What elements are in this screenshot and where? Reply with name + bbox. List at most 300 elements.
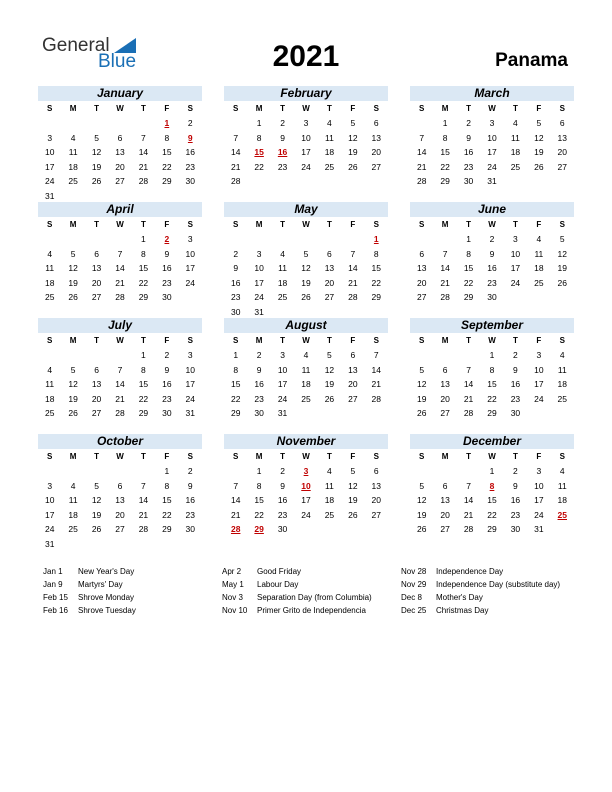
day-cell: 18 bbox=[68, 509, 78, 520]
weekday-label: W bbox=[302, 104, 310, 113]
month-title: March bbox=[410, 86, 574, 101]
day-cell: 7 bbox=[466, 364, 471, 375]
weekday-label: M bbox=[441, 336, 449, 345]
weekday-label: W bbox=[488, 336, 496, 345]
holiday-date: Nov 28 bbox=[401, 567, 427, 576]
day-cell: 27 bbox=[557, 161, 568, 172]
day-cell: 2 bbox=[280, 118, 285, 128]
day-cell: 18 bbox=[324, 147, 335, 158]
day-cell: 29 bbox=[162, 176, 172, 187]
month-november bbox=[224, 434, 388, 537]
holiday-entry bbox=[43, 578, 213, 591]
day-cell: 16 bbox=[510, 495, 521, 506]
weekday-label: T bbox=[512, 452, 518, 461]
holiday-entry bbox=[401, 604, 561, 617]
day-cell: 3 bbox=[187, 234, 193, 244]
weekday-label: S bbox=[373, 220, 379, 229]
day-cell: 6 bbox=[117, 132, 123, 143]
empty-day-cell bbox=[108, 232, 131, 247]
day-cell: 1 bbox=[141, 234, 146, 244]
day-cell: 25 bbox=[68, 176, 78, 187]
day-cell: 16 bbox=[277, 147, 288, 158]
day-cell: 6 bbox=[442, 364, 448, 375]
week-row bbox=[410, 131, 574, 146]
day-cell: 2 bbox=[233, 248, 239, 259]
day-cell: 24 bbox=[487, 161, 497, 172]
day-cell: 21 bbox=[463, 509, 474, 520]
empty-day-cell bbox=[271, 232, 294, 247]
month-title: August bbox=[224, 318, 388, 333]
weekday-label: S bbox=[233, 452, 239, 461]
day-cell: 11 bbox=[534, 248, 544, 259]
empty-day-cell bbox=[294, 232, 317, 247]
day-cell: 10 bbox=[44, 495, 55, 506]
weekday-label: T bbox=[466, 336, 471, 345]
holiday-date: Nov 3 bbox=[222, 593, 243, 602]
day-cell: 22 bbox=[230, 393, 241, 404]
day-cell: 22 bbox=[254, 509, 264, 520]
empty-day-cell bbox=[318, 522, 341, 537]
week-row bbox=[38, 131, 202, 146]
day-cell: 22 bbox=[487, 509, 497, 520]
weekday-label: M bbox=[255, 220, 263, 229]
holiday-name: Good Friday bbox=[257, 567, 302, 576]
week-row bbox=[224, 363, 388, 378]
week-row bbox=[224, 348, 388, 363]
empty-day-cell bbox=[61, 464, 84, 479]
weekday-label: T bbox=[326, 452, 332, 461]
day-cell: 12 bbox=[91, 495, 102, 506]
week-row bbox=[410, 522, 574, 537]
week-row bbox=[38, 377, 202, 392]
day-cell: 17 bbox=[44, 161, 55, 172]
day-cell: 30 bbox=[277, 524, 288, 535]
day-cell: 23 bbox=[230, 292, 241, 303]
day-cell: 26 bbox=[416, 408, 427, 419]
weekday-label: S bbox=[419, 104, 425, 113]
day-cell: 13 bbox=[91, 263, 102, 274]
day-cell: 31 bbox=[487, 176, 497, 187]
weekday-label: F bbox=[164, 104, 170, 113]
week-row bbox=[224, 493, 388, 508]
day-cell: 28 bbox=[440, 292, 450, 303]
day-cell: 20 bbox=[440, 393, 450, 404]
day-cell: 25 bbox=[324, 509, 335, 520]
day-cell: 13 bbox=[440, 379, 450, 390]
day-cell: 5 bbox=[70, 364, 76, 375]
day-cell: 29 bbox=[230, 408, 241, 419]
day-cell: 26 bbox=[534, 161, 544, 172]
day-cell: 26 bbox=[91, 524, 102, 535]
week-row bbox=[38, 392, 202, 407]
day-cell: 8 bbox=[466, 248, 471, 259]
day-cell: 30 bbox=[162, 292, 172, 303]
day-cell: 10 bbox=[510, 248, 521, 259]
empty-day-cell bbox=[365, 174, 388, 189]
week-row bbox=[224, 174, 388, 189]
day-cell: 5 bbox=[559, 234, 565, 244]
day-cell: 17 bbox=[487, 147, 497, 158]
day-cell: 30 bbox=[510, 524, 521, 535]
day-cell: 24 bbox=[534, 393, 544, 404]
day-cell: 8 bbox=[164, 132, 170, 143]
day-cell: 2 bbox=[164, 350, 170, 360]
month-title: September bbox=[410, 318, 574, 333]
empty-day-cell bbox=[341, 174, 364, 189]
day-cell: 6 bbox=[442, 480, 448, 491]
holiday-date: Dec 8 bbox=[401, 593, 422, 602]
day-cell: 11 bbox=[301, 364, 311, 375]
day-cell: 16 bbox=[162, 379, 172, 390]
day-cell: 6 bbox=[94, 248, 99, 259]
day-cell: 12 bbox=[68, 263, 78, 274]
month-title: July bbox=[38, 318, 202, 333]
day-cell: 20 bbox=[557, 147, 568, 158]
day-cell: 2 bbox=[466, 118, 471, 128]
weekday-label: W bbox=[302, 336, 310, 345]
day-cell: 4 bbox=[536, 234, 542, 244]
day-cell: 15 bbox=[162, 147, 172, 158]
day-cell: 12 bbox=[68, 379, 78, 390]
weekday-label: T bbox=[94, 104, 99, 113]
empty-day-cell bbox=[527, 406, 550, 421]
weekday-label: M bbox=[255, 336, 263, 345]
day-cell: 19 bbox=[557, 263, 568, 274]
day-cell: 11 bbox=[68, 495, 78, 506]
day-cell: 21 bbox=[348, 277, 358, 288]
weekday-label: M bbox=[441, 104, 449, 113]
holiday-name: Mother's Day bbox=[436, 593, 483, 602]
day-cell: 3 bbox=[513, 234, 518, 244]
day-cell: 31 bbox=[254, 306, 264, 317]
day-cell: 25 bbox=[301, 393, 311, 404]
empty-day-cell bbox=[224, 116, 247, 131]
day-cell: 15 bbox=[371, 263, 382, 274]
day-cell: 3 bbox=[303, 466, 309, 476]
week-row bbox=[38, 464, 202, 479]
day-cell: 20 bbox=[416, 277, 427, 288]
day-cell: 27 bbox=[440, 408, 450, 419]
day-cell: 20 bbox=[115, 161, 125, 172]
empty-day-cell bbox=[433, 348, 456, 363]
week-row bbox=[410, 377, 574, 392]
day-cell: 15 bbox=[440, 147, 450, 158]
day-cell: 19 bbox=[68, 393, 78, 404]
day-cell: 10 bbox=[301, 132, 311, 143]
weekday-label: M bbox=[69, 220, 77, 229]
empty-day-cell bbox=[38, 464, 61, 479]
weekday-header bbox=[410, 449, 574, 464]
empty-day-cell bbox=[61, 348, 84, 363]
day-cell: 20 bbox=[348, 379, 358, 390]
day-cell: 3 bbox=[256, 248, 262, 259]
weekday-label: F bbox=[350, 104, 356, 113]
day-cell: 7 bbox=[141, 132, 146, 143]
day-cell: 4 bbox=[70, 132, 76, 143]
weekday-label: F bbox=[350, 336, 356, 345]
week-row bbox=[38, 247, 202, 262]
holiday-date: May 1 bbox=[222, 580, 244, 589]
weekday-header bbox=[224, 333, 388, 348]
day-cell: 17 bbox=[510, 263, 521, 274]
day-cell: 21 bbox=[371, 379, 382, 390]
holiday-entry bbox=[43, 604, 213, 617]
country-name: Panama bbox=[495, 50, 568, 71]
weekday-label: S bbox=[47, 220, 53, 229]
day-cell: 13 bbox=[371, 480, 382, 491]
day-cell: 27 bbox=[91, 292, 102, 303]
week-row bbox=[38, 261, 202, 276]
day-cell: 2 bbox=[280, 466, 285, 476]
day-cell: 7 bbox=[117, 364, 123, 375]
day-cell: 4 bbox=[47, 364, 53, 375]
holiday-entry bbox=[401, 565, 561, 578]
day-cell: 29 bbox=[371, 292, 382, 303]
empty-day-cell bbox=[551, 406, 574, 421]
weekday-label: S bbox=[187, 336, 193, 345]
weekday-label: T bbox=[140, 104, 146, 113]
holiday-name: New Year's Day bbox=[78, 567, 135, 576]
weekday-label: S bbox=[187, 220, 193, 229]
week-row bbox=[410, 261, 574, 276]
holiday-entry bbox=[222, 604, 397, 617]
day-cell: 13 bbox=[324, 263, 335, 274]
day-cell: 6 bbox=[327, 248, 332, 259]
day-cell: 18 bbox=[277, 277, 288, 288]
week-row bbox=[38, 276, 202, 291]
month-august bbox=[224, 318, 388, 421]
day-cell: 14 bbox=[138, 147, 149, 158]
day-cell: 14 bbox=[230, 147, 241, 158]
empty-day-cell bbox=[504, 174, 527, 189]
day-cell: 9 bbox=[187, 132, 193, 143]
weekday-label: S bbox=[187, 452, 193, 461]
day-cell: 29 bbox=[440, 176, 450, 187]
day-cell: 27 bbox=[416, 292, 427, 303]
day-cell: 12 bbox=[348, 132, 358, 143]
weekday-label: F bbox=[536, 104, 542, 113]
day-cell: 5 bbox=[419, 364, 425, 375]
day-cell: 22 bbox=[254, 161, 264, 172]
day-cell: 23 bbox=[277, 161, 288, 172]
empty-day-cell bbox=[224, 464, 247, 479]
week-row bbox=[410, 116, 574, 131]
weekday-label: T bbox=[326, 220, 332, 229]
weekday-header bbox=[410, 333, 574, 348]
empty-day-cell bbox=[341, 232, 364, 247]
week-row bbox=[224, 464, 388, 479]
weekday-label: S bbox=[419, 336, 425, 345]
day-cell: 30 bbox=[185, 524, 196, 535]
day-cell: 2 bbox=[256, 350, 262, 360]
day-cell: 1 bbox=[164, 466, 170, 476]
week-row bbox=[38, 174, 202, 189]
day-cell: 7 bbox=[233, 480, 239, 491]
holiday-date: Feb 15 bbox=[43, 593, 68, 602]
holiday-entry bbox=[43, 591, 213, 604]
weekday-header bbox=[410, 217, 574, 232]
week-row bbox=[410, 145, 574, 160]
day-cell: 26 bbox=[348, 509, 358, 520]
day-cell: 23 bbox=[463, 161, 474, 172]
week-row bbox=[38, 493, 202, 508]
day-cell: 21 bbox=[416, 161, 427, 172]
day-cell: 23 bbox=[162, 393, 172, 404]
day-cell: 29 bbox=[487, 524, 497, 535]
day-cell: 17 bbox=[301, 147, 311, 158]
day-cell: 30 bbox=[230, 306, 241, 317]
day-cell: 15 bbox=[487, 379, 497, 390]
holiday-column bbox=[43, 565, 213, 617]
weekday-label: M bbox=[69, 336, 77, 345]
weekday-label: T bbox=[140, 452, 146, 461]
week-row bbox=[224, 508, 388, 523]
week-row bbox=[224, 232, 388, 247]
day-cell: 5 bbox=[94, 480, 99, 491]
weekday-label: W bbox=[116, 452, 124, 461]
day-cell: 20 bbox=[324, 277, 335, 288]
holiday-name: Christmas Day bbox=[436, 606, 489, 615]
day-cell: 12 bbox=[557, 248, 568, 259]
month-march bbox=[410, 86, 574, 189]
day-cell: 28 bbox=[463, 524, 474, 535]
day-cell: 26 bbox=[68, 292, 78, 303]
logo-text-general: General bbox=[42, 35, 110, 56]
day-cell: 25 bbox=[557, 393, 568, 404]
weekday-label: S bbox=[373, 104, 379, 113]
day-cell: 13 bbox=[557, 132, 568, 143]
day-cell: 17 bbox=[254, 277, 264, 288]
weekday-label: T bbox=[512, 104, 518, 113]
weekday-label: T bbox=[466, 104, 471, 113]
weekday-label: S bbox=[559, 336, 565, 345]
day-cell: 1 bbox=[489, 350, 495, 360]
empty-day-cell bbox=[132, 464, 155, 479]
weekday-label: S bbox=[233, 104, 239, 113]
week-row bbox=[410, 160, 574, 175]
day-cell: 18 bbox=[44, 277, 55, 288]
empty-day-cell bbox=[457, 464, 480, 479]
day-cell: 23 bbox=[510, 393, 521, 404]
day-cell: 10 bbox=[277, 364, 288, 375]
day-cell: 26 bbox=[416, 524, 427, 535]
day-cell: 22 bbox=[440, 161, 450, 172]
week-row bbox=[38, 160, 202, 175]
month-october bbox=[38, 434, 202, 552]
weekday-label: M bbox=[69, 104, 77, 113]
weekday-label: S bbox=[47, 104, 53, 113]
day-cell: 4 bbox=[327, 118, 332, 128]
weekday-label: F bbox=[164, 452, 170, 461]
day-cell: 10 bbox=[185, 248, 196, 259]
day-cell: 15 bbox=[230, 379, 241, 390]
day-cell: 25 bbox=[44, 292, 55, 303]
day-cell: 31 bbox=[534, 524, 544, 535]
day-cell: 19 bbox=[68, 277, 78, 288]
empty-day-cell bbox=[551, 290, 574, 305]
day-cell: 12 bbox=[301, 263, 311, 274]
holiday-entry bbox=[222, 591, 397, 604]
day-cell: 27 bbox=[348, 393, 358, 404]
day-cell: 7 bbox=[233, 132, 239, 143]
day-cell: 22 bbox=[463, 277, 474, 288]
empty-day-cell bbox=[410, 464, 433, 479]
day-cell: 9 bbox=[513, 480, 518, 491]
holiday-name: Labour Day bbox=[257, 580, 299, 589]
day-cell: 30 bbox=[162, 408, 172, 419]
empty-day-cell bbox=[85, 348, 108, 363]
week-row bbox=[224, 406, 388, 421]
day-cell: 16 bbox=[162, 263, 172, 274]
day-cell: 3 bbox=[303, 118, 309, 128]
week-row bbox=[410, 508, 574, 523]
weekday-label: W bbox=[488, 220, 496, 229]
day-cell: 23 bbox=[510, 509, 521, 520]
day-cell: 11 bbox=[45, 379, 55, 390]
day-cell: 12 bbox=[416, 379, 427, 390]
week-row bbox=[38, 145, 202, 160]
empty-day-cell bbox=[61, 116, 84, 131]
day-cell: 25 bbox=[534, 277, 544, 288]
week-row bbox=[410, 232, 574, 247]
weekday-label: T bbox=[140, 336, 146, 345]
empty-day-cell bbox=[85, 464, 108, 479]
empty-day-cell bbox=[85, 537, 108, 552]
day-cell: 31 bbox=[185, 408, 196, 419]
day-cell: 21 bbox=[230, 509, 241, 520]
day-cell: 7 bbox=[466, 480, 471, 491]
day-cell: 7 bbox=[141, 480, 146, 491]
day-cell: 8 bbox=[489, 480, 495, 491]
day-cell: 14 bbox=[348, 263, 358, 274]
day-cell: 26 bbox=[348, 161, 358, 172]
week-row bbox=[410, 392, 574, 407]
day-cell: 21 bbox=[138, 161, 149, 172]
week-row bbox=[38, 537, 202, 552]
day-cell: 13 bbox=[416, 263, 427, 274]
day-cell: 3 bbox=[187, 350, 193, 360]
day-cell: 1 bbox=[442, 118, 448, 128]
day-cell: 24 bbox=[301, 161, 311, 172]
day-cell: 22 bbox=[162, 509, 172, 520]
holiday-name: Martyrs' Day bbox=[78, 580, 123, 589]
day-cell: 10 bbox=[185, 364, 196, 375]
day-cell: 9 bbox=[164, 248, 170, 259]
day-cell: 14 bbox=[138, 495, 149, 506]
holiday-column bbox=[222, 565, 397, 617]
empty-day-cell bbox=[108, 116, 131, 131]
day-cell: 19 bbox=[416, 393, 427, 404]
day-cell: 28 bbox=[230, 524, 241, 535]
day-cell: 25 bbox=[44, 408, 55, 419]
day-cell: 11 bbox=[278, 263, 287, 274]
day-cell: 1 bbox=[233, 350, 239, 360]
week-row bbox=[224, 131, 388, 146]
day-cell: 11 bbox=[557, 364, 567, 375]
day-cell: 15 bbox=[254, 147, 264, 158]
day-cell: 31 bbox=[44, 538, 55, 549]
day-cell: 8 bbox=[489, 364, 495, 375]
day-cell: 8 bbox=[373, 248, 379, 259]
empty-day-cell bbox=[85, 116, 108, 131]
week-row bbox=[410, 479, 574, 494]
day-cell: 2 bbox=[187, 118, 193, 128]
day-cell: 14 bbox=[440, 263, 450, 274]
weekday-label: W bbox=[488, 104, 496, 113]
holiday-name: Independence Day bbox=[436, 567, 504, 576]
day-cell: 25 bbox=[324, 161, 335, 172]
day-cell: 17 bbox=[277, 379, 288, 390]
